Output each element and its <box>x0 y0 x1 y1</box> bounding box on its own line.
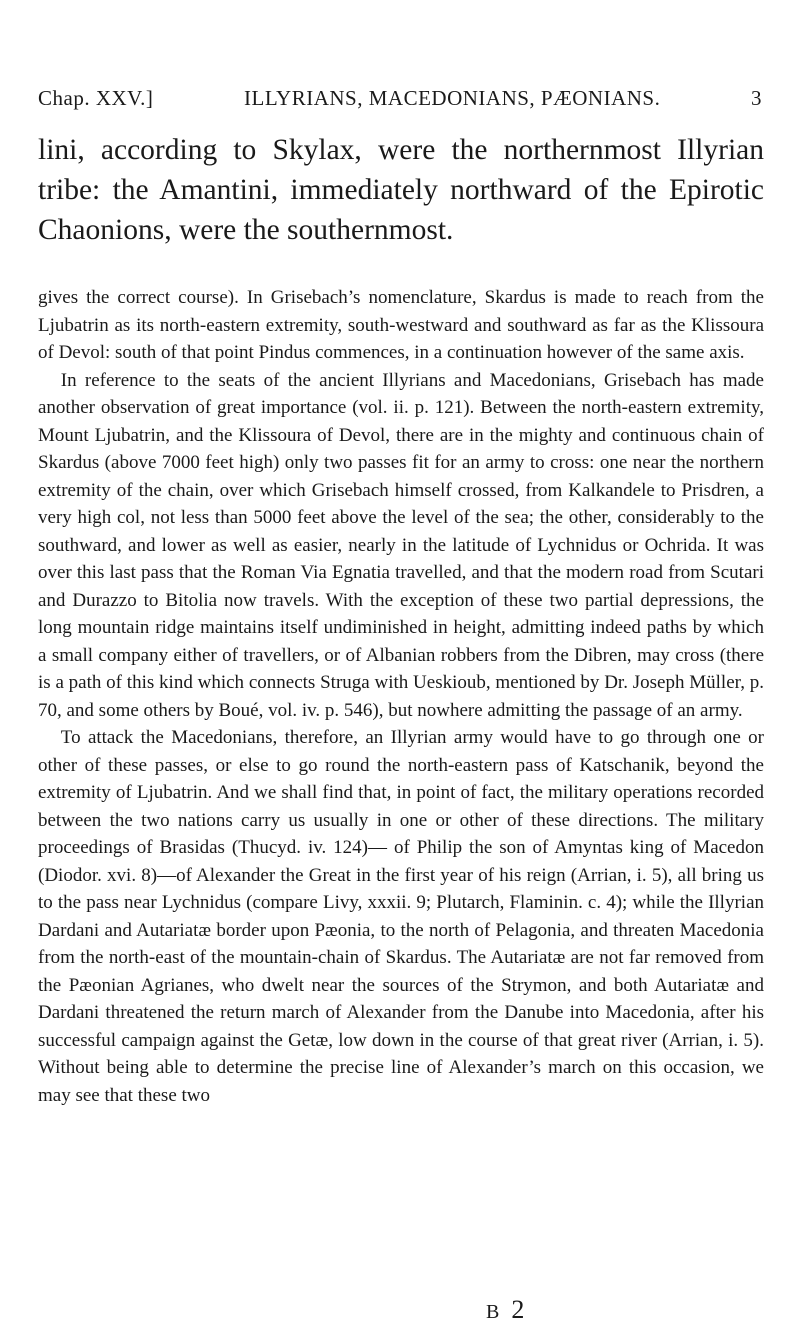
page-number: 3 <box>751 86 762 110</box>
main-text-continuation: lini, according to Skylax, were the northernmost Illyrian tribe: the Amantini, immediately northward of the Epirotic Chaonions, were the southernmost. <box>38 134 764 246</box>
printer-signature <box>486 1295 526 1325</box>
footnote-block <box>38 284 764 1109</box>
running-header <box>38 86 762 111</box>
signature-letter: B <box>486 1301 502 1323</box>
signature-number: 2 <box>511 1295 527 1324</box>
running-title: ILLYRIANS, MACEDONIANS, PÆONIANS. <box>244 86 661 110</box>
footnote-paragraph: To attack the Macedonians, therefore, an Illyrian army would have to go through one or other of these passes, or else to go round the north-eastern pass of Katschanik, beyond the extremity of Ljubatrin. And we shall find that, in point of fact, the military operations recorded between the two nations carry us usually in one or other of these directions. The military proceedings of Brasidas (Thucyd. iv. 124)— of Philip the son of Amyntas king of Macedon (Diodor. xvi. 8)—of Alexander the Great in the first year of his reign (Arrian, i. 5), all bring us to the pass near Lychnidus (compare Livy, xxxii. 9; Plutarch, Flaminin. c. 4); while the Illyrian Dardani and Autariatæ border upon Pæonia, to the north of Pelagonia, and threaten Macedonia from the north-east of the mountain-chain of Skardus. The Autariatæ are not far removed from the Pæonian Agrianes, who dwelt near the sources of the Strymon, and both Autariatæ and Dardani threatened the return march of Alexander from the Danube into Macedonia, after his successful campaign against the Getæ, low down in the course of that great river (Arrian, i. 5). Without being able to determine the precise line of Alexander’s march on this occasion, we may see that these two <box>38 727 764 1106</box>
footnote-paragraph: gives the correct course). In Grisebach’s nomenclature, Skardus is made to reach from the Ljubatrin as its north-eastern extremity, south-westward and southward as far as the Klissoura of Devol: south of that point Pindus commences, in a continuation however of the same axis. <box>38 287 764 363</box>
chapter-label: Chap. XXV.] <box>38 86 154 110</box>
footnote-paragraph: In reference to the seats of the ancient Illyrians and Macedonians, Grisebach has made another observation of great importance (vol. ii. p. 121). Between the north-eastern extremity, Mount Ljubatrin, and the Klissoura of Devol, there are in the mighty and continuous chain of Skardus (above 7000 feet high) only two passes fit for an army to cross: one near the northern extremity of the chain, over which Grisebach himself crossed, from Kalkandele to Prisdren, a very high col, not less than 5000 feet above the level of the sea; the other, considerably to the southward, and lower as well as easier, nearly in the latitude of Lychnidus or Ochrida. It was over this last pass that the Roman Via Egnatia travelled, and that the modern road from Scutari and Durazzo to Bitolia now travels. With the exception of these two partial depressions, the long mountain ridge maintains itself undiminished in height, admitting indeed paths by which a small company either of travellers, or of Albanian robbers from the Dibren, may cross (there is a path of this kind which connects Struga with Ueskioub, mentioned by Dr. Joseph Müller, p. 70, and some others by Boué, vol. iv. p. 546), but nowhere admitting the passage of an army. <box>38 369 764 721</box>
